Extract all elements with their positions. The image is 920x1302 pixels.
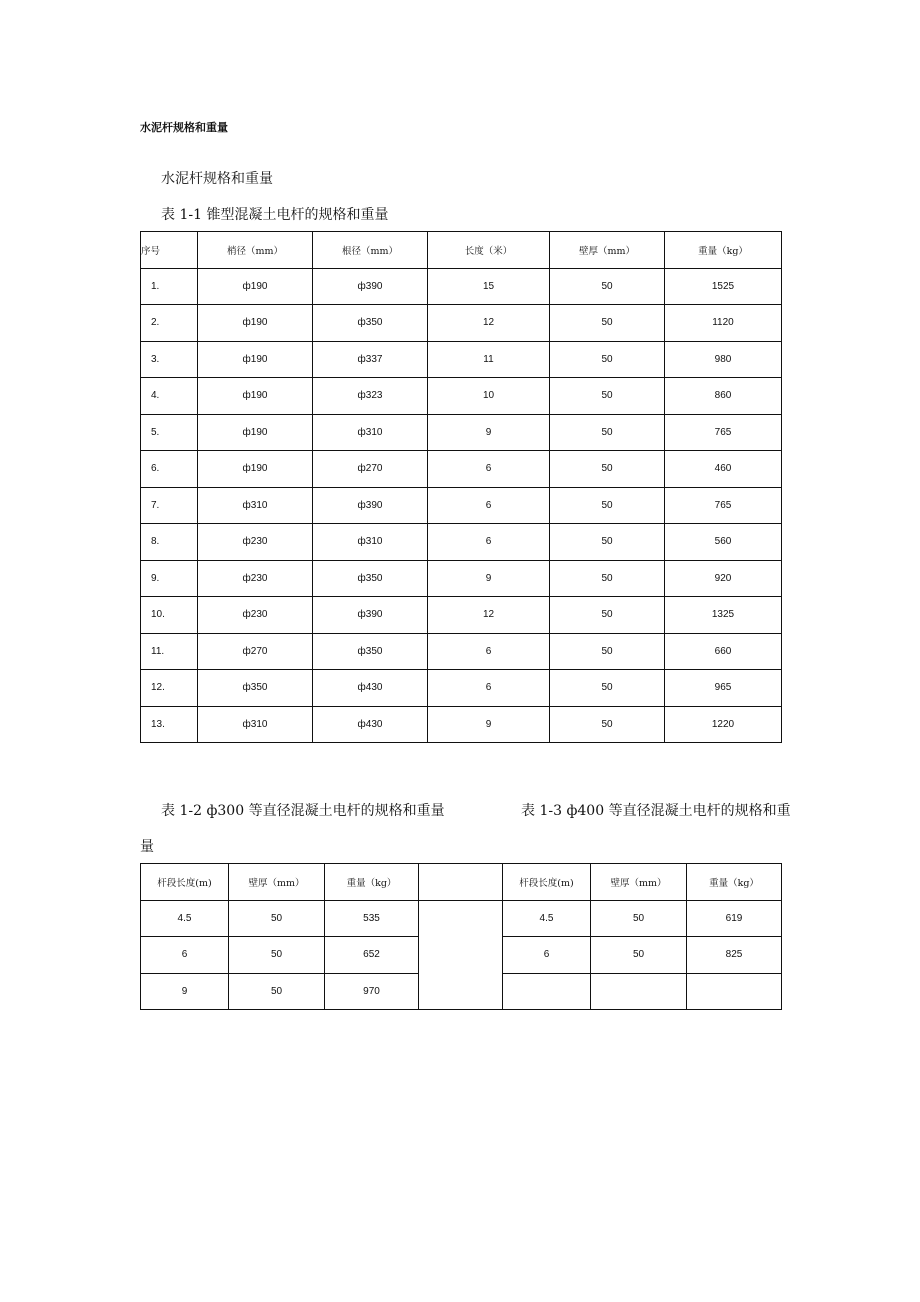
column-header: 序号 <box>141 232 198 269</box>
table-row <box>141 414 782 451</box>
table-cell: 560 <box>665 524 782 561</box>
table-cell: ф190 <box>198 305 313 342</box>
table-cell: ф310 <box>198 487 313 524</box>
table-cell: 4.5 <box>503 900 591 937</box>
table-row <box>141 670 782 707</box>
cone-pole-spec-table <box>140 231 782 743</box>
table-cell: 50 <box>550 268 665 305</box>
column-header: 重量（kg） <box>325 864 419 901</box>
table-cell: 13. <box>141 706 198 743</box>
table-cell: ф390 <box>313 268 428 305</box>
table-cell: 6 <box>428 633 550 670</box>
table-cell: ф270 <box>313 451 428 488</box>
column-header: 壁厚（mm） <box>229 864 325 901</box>
table-cell: 9 <box>428 706 550 743</box>
table-cell <box>687 973 782 1010</box>
table-cell: 825 <box>687 937 782 974</box>
table-cell: 50 <box>550 414 665 451</box>
table-cell: 50 <box>550 670 665 707</box>
table-row <box>141 706 782 743</box>
table-cell: 6 <box>428 487 550 524</box>
table-cell: 6 <box>428 670 550 707</box>
table-cell: ф337 <box>313 341 428 378</box>
table-cell: 980 <box>665 341 782 378</box>
table-cell: 1325 <box>665 597 782 634</box>
table-cell: 50 <box>550 305 665 342</box>
table-cell: 50 <box>229 900 325 937</box>
table-cell: 8. <box>141 524 198 561</box>
table-cell: ф350 <box>198 670 313 707</box>
table-cell: ф190 <box>198 268 313 305</box>
table-cell: 965 <box>665 670 782 707</box>
table-cell: ф190 <box>198 378 313 415</box>
table-cell: ф310 <box>313 524 428 561</box>
table-cell: 4. <box>141 378 198 415</box>
table-row <box>141 451 782 488</box>
table-cell: 9 <box>141 973 229 1010</box>
table-cell: 1220 <box>665 706 782 743</box>
table-cell: 9 <box>428 560 550 597</box>
column-header: 杆段长度(m) <box>503 864 591 901</box>
table-cell: 920 <box>665 560 782 597</box>
table-cell: 50 <box>591 937 687 974</box>
table-header-row <box>141 232 782 269</box>
spacer-cell <box>419 900 503 1010</box>
column-header: 壁厚（mm） <box>550 232 665 269</box>
table-cell <box>591 973 687 1010</box>
table-cell: 12 <box>428 597 550 634</box>
table-cell: 4.5 <box>141 900 229 937</box>
table-row <box>141 900 782 937</box>
table-cell: 6 <box>428 524 550 561</box>
table-cell: 50 <box>550 633 665 670</box>
table-cell: ф310 <box>313 414 428 451</box>
column-header: 重量（kg） <box>665 232 782 269</box>
table-cell: ф390 <box>313 597 428 634</box>
table-cell: 50 <box>550 524 665 561</box>
column-header: 重量（kg） <box>687 864 782 901</box>
table-cell: 535 <box>325 900 419 937</box>
table-cell: ф350 <box>313 560 428 597</box>
table-cell: 50 <box>550 597 665 634</box>
table-cell: 10. <box>141 597 198 634</box>
table-row <box>141 378 782 415</box>
spacer-cell <box>419 864 503 901</box>
table-cell: ф270 <box>198 633 313 670</box>
table-cell: ф350 <box>313 633 428 670</box>
table-cell: 9. <box>141 560 198 597</box>
column-header: 根径（mm） <box>313 232 428 269</box>
table-cell: 50 <box>229 937 325 974</box>
table-cell: ф190 <box>198 451 313 488</box>
table-cell: 9 <box>428 414 550 451</box>
table-row <box>141 597 782 634</box>
table-cell: 12. <box>141 670 198 707</box>
table3-caption: 表 1-3 ф400 等直径混凝土电杆的规格和重 <box>521 803 791 819</box>
table-header-row <box>141 864 782 901</box>
table-cell: 50 <box>550 341 665 378</box>
table2-caption: 表 1-2 ф300 等直径混凝土电杆的规格和重量 <box>161 803 445 819</box>
table-cell: 619 <box>687 900 782 937</box>
table-cell: ф323 <box>313 378 428 415</box>
table-cell: 6 <box>428 451 550 488</box>
table-cell: ф430 <box>313 706 428 743</box>
table-row <box>141 487 782 524</box>
table-cell: ф230 <box>198 560 313 597</box>
table-cell: 765 <box>665 414 782 451</box>
equal-diameter-pole-tables <box>140 863 782 1010</box>
table-cell <box>503 973 591 1010</box>
table-cell: 15 <box>428 268 550 305</box>
table-cell: 50 <box>550 487 665 524</box>
table-cell: 11 <box>428 341 550 378</box>
table-cell: 6. <box>141 451 198 488</box>
table-cell: 50 <box>550 378 665 415</box>
table-cell: 12 <box>428 305 550 342</box>
table-row <box>141 341 782 378</box>
table-cell: 7. <box>141 487 198 524</box>
table-cell: 50 <box>550 560 665 597</box>
table-cell: ф190 <box>198 341 313 378</box>
table-cell: 50 <box>229 973 325 1010</box>
table-cell: 765 <box>665 487 782 524</box>
table-cell: 3. <box>141 341 198 378</box>
table-cell: 1. <box>141 268 198 305</box>
document-title: 水泥杆规格和重量 <box>140 121 228 134</box>
table-cell: 460 <box>665 451 782 488</box>
column-header: 长度（米） <box>428 232 550 269</box>
table-cell: ф350 <box>313 305 428 342</box>
table-cell: 2. <box>141 305 198 342</box>
table-cell: 50 <box>591 900 687 937</box>
column-header: 壁厚（mm） <box>591 864 687 901</box>
table-cell: ф310 <box>198 706 313 743</box>
column-header: 杆段长度(m) <box>141 864 229 901</box>
table-cell: ф230 <box>198 524 313 561</box>
table-cell: 50 <box>550 451 665 488</box>
table3-caption-continuation: 量 <box>140 839 154 855</box>
table-cell: 5. <box>141 414 198 451</box>
table-cell: ф190 <box>198 414 313 451</box>
table-row <box>141 305 782 342</box>
table-cell: 6 <box>503 937 591 974</box>
table-cell: ф230 <box>198 597 313 634</box>
table1-caption: 表 1-1 锥型混凝土电杆的规格和重量 <box>161 207 389 223</box>
table-cell: 860 <box>665 378 782 415</box>
table-cell: 6 <box>141 937 229 974</box>
column-header: 梢径（mm） <box>198 232 313 269</box>
table-cell: ф430 <box>313 670 428 707</box>
table-cell: 652 <box>325 937 419 974</box>
table-cell: ф390 <box>313 487 428 524</box>
table-row <box>141 633 782 670</box>
table-cell: 10 <box>428 378 550 415</box>
table-row <box>141 268 782 305</box>
table-cell: 660 <box>665 633 782 670</box>
table-cell: 50 <box>550 706 665 743</box>
table-cell: 11. <box>141 633 198 670</box>
table-row <box>141 524 782 561</box>
table-cell: 1120 <box>665 305 782 342</box>
section-heading: 水泥杆规格和重量 <box>161 171 273 187</box>
table-cell: 970 <box>325 973 419 1010</box>
table-row <box>141 560 782 597</box>
table-cell: 1525 <box>665 268 782 305</box>
